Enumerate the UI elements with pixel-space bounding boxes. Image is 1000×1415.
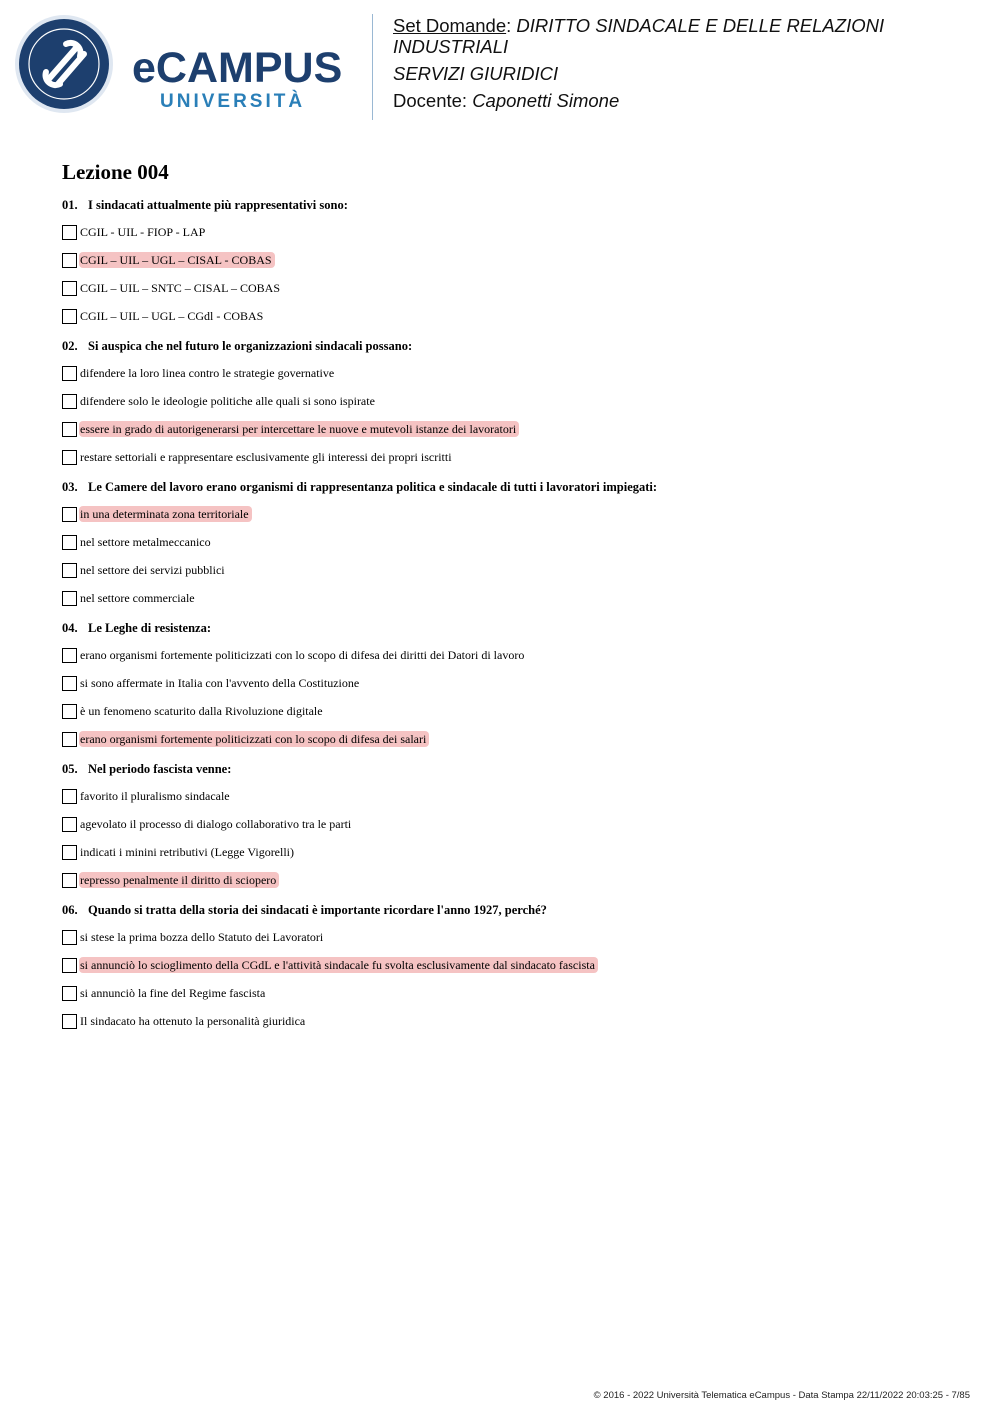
answer-text: agevolato il processo di dialogo collaborativo tra le parti: [80, 817, 352, 831]
answer-option[interactable]: [62, 984, 962, 1002]
teacher-label: Docente:: [393, 90, 468, 111]
question-label: Nel periodo fascista venne:: [88, 762, 232, 776]
question-text: [62, 620, 962, 636]
question-number: 02.: [62, 339, 78, 353]
answer-option-correct[interactable]: [62, 871, 962, 889]
answer-checkbox[interactable]: [62, 422, 77, 437]
question-number: 03.: [62, 480, 78, 494]
answer-text: difendere solo le ideologie politiche alle quali si sono ispirate: [80, 394, 375, 408]
answer-checkbox[interactable]: [62, 704, 77, 719]
answer-text: nel settore commerciale: [80, 591, 195, 605]
answer-checkbox[interactable]: [62, 591, 77, 606]
answer-option[interactable]: [62, 392, 962, 410]
teacher-name: Caponetti Simone: [472, 90, 620, 111]
brand-sub: UNIVERSITÀ: [160, 91, 306, 112]
question-number: 04.: [62, 621, 78, 635]
answer-checkbox[interactable]: [62, 986, 77, 1001]
answer-text: favorito il pluralismo sindacale: [80, 789, 230, 803]
question-number: 05.: [62, 762, 78, 776]
question-text: [62, 761, 962, 777]
answer-option[interactable]: [62, 815, 962, 833]
answer-checkbox[interactable]: [62, 563, 77, 578]
answer-checkbox[interactable]: [62, 281, 77, 296]
answer-option[interactable]: [62, 1012, 962, 1030]
question-text: [62, 338, 962, 354]
lesson-title: Lezione 004: [62, 160, 169, 184]
answer-checkbox[interactable]: [62, 309, 77, 324]
answer-text: in una determinata zona territoriale: [79, 506, 252, 522]
answer-option[interactable]: [62, 448, 962, 466]
answer-checkbox[interactable]: [62, 253, 77, 268]
answer-checkbox[interactable]: [62, 930, 77, 945]
answer-text: represso penalmente il diritto di sciopero: [79, 872, 279, 888]
answer-checkbox[interactable]: [62, 676, 77, 691]
question-text: [62, 197, 962, 213]
answer-option[interactable]: [62, 843, 962, 861]
question-text: [62, 902, 962, 918]
question-list: [62, 197, 962, 1043]
answer-option[interactable]: [62, 787, 962, 805]
set-label: Set Domande: [393, 15, 507, 36]
answer-checkbox[interactable]: [62, 873, 77, 888]
answer-text: si stese la prima bozza dello Statuto dei Lavoratori: [80, 930, 324, 944]
answer-option-correct[interactable]: [62, 251, 962, 269]
answer-text: CGIL – UIL – UGL – CISAL - COBAS: [79, 252, 275, 268]
answer-option[interactable]: [62, 928, 962, 946]
question-06: [62, 902, 962, 1030]
question-label: Si auspica che nel futuro le organizzazioni sindacali possano:: [88, 339, 413, 353]
header-info: [393, 15, 983, 111]
answer-text: nel settore metalmeccanico: [80, 535, 211, 549]
answer-option[interactable]: [62, 279, 962, 297]
teacher-line: [393, 90, 983, 111]
answer-checkbox[interactable]: [62, 394, 77, 409]
answer-option[interactable]: [62, 674, 962, 692]
answer-text: restare settoriali e rappresentare esclusivamente gli interessi dei propri iscritti: [80, 450, 452, 464]
answer-checkbox[interactable]: [62, 648, 77, 663]
answer-text: si annunciò la fine del Regime fascista: [80, 986, 266, 1000]
answer-text: nel settore dei servizi pubblici: [80, 563, 225, 577]
answer-text: si annunciò lo scioglimento della CGdL e l'attività sindacale fu svolta esclusivamente dal sindacato fascista: [79, 957, 598, 973]
question-label: Le Camere del lavoro erano organismi di rappresentanza politica e sindacale di tutti i lavoratori impiegati:: [88, 480, 658, 494]
answer-option[interactable]: [62, 533, 962, 551]
set-title-line: [393, 15, 983, 57]
answer-checkbox[interactable]: [62, 845, 77, 860]
question-label: I sindacati attualmente più rappresentativi sono:: [88, 198, 348, 212]
question-number: 01.: [62, 198, 78, 212]
answer-text: erano organismi fortemente politicizzati con lo scopo di difesa dei salari: [79, 731, 429, 747]
answer-checkbox[interactable]: [62, 535, 77, 550]
question-text: [62, 479, 962, 495]
answer-option-correct[interactable]: [62, 420, 962, 438]
answer-option-correct[interactable]: [62, 956, 962, 974]
answer-text: è un fenomeno scaturito dalla Rivoluzione digitale: [80, 704, 323, 718]
answer-text: essere in grado di autorigenerarsi per intercettare le nuove e mutevoli istanze dei lavoratori: [79, 421, 519, 437]
answer-text: difendere la loro linea contro le strategie governative: [80, 366, 335, 380]
answer-checkbox[interactable]: [62, 366, 77, 381]
answer-option-correct[interactable]: [62, 505, 962, 523]
answer-option[interactable]: [62, 561, 962, 579]
answer-option-correct[interactable]: [62, 730, 962, 748]
page-footer: © 2016 - 2022 Università Telematica eCampus - Data Stampa 22/11/2022 20:03:25 - 7/85: [593, 1390, 970, 1401]
answer-checkbox[interactable]: [62, 817, 77, 832]
answer-text: CGIL - UIL - FIOP - LAP: [80, 225, 206, 239]
answer-text: si sono affermate in Italia con l'avvento della Costituzione: [80, 676, 360, 690]
course-title: DIRITTO SINDACALE E DELLE RELAZIONI INDUSTRIALI: [393, 15, 885, 57]
brand-name: eCAMPUS: [132, 44, 343, 92]
answer-option[interactable]: [62, 702, 962, 720]
question-label: Quando si tratta della storia dei sindacati è importante ricordare l'anno 1927, perché?: [88, 903, 547, 917]
answer-option[interactable]: [62, 589, 962, 607]
question-03: [62, 479, 962, 607]
answer-checkbox[interactable]: [62, 789, 77, 804]
answer-option[interactable]: [62, 307, 962, 325]
answer-text: CGIL – UIL – UGL – CGdl - COBAS: [80, 309, 264, 323]
answer-checkbox[interactable]: [62, 1014, 77, 1029]
answer-text: Il sindacato ha ottenuto la personalità giuridica: [80, 1014, 306, 1028]
answer-checkbox[interactable]: [62, 225, 77, 240]
set-separator: :: [506, 15, 512, 36]
answer-text: indicati i minini retributivi (Legge Vigorelli): [80, 845, 295, 859]
answer-checkbox[interactable]: [62, 450, 77, 465]
header-divider: [372, 14, 373, 120]
question-02: [62, 338, 962, 466]
question-label: Le Leghe di resistenza:: [88, 621, 212, 635]
question-number: 06.: [62, 903, 78, 917]
answer-option[interactable]: [62, 646, 962, 664]
ecampus-logo: [14, 14, 359, 114]
answer-option[interactable]: [62, 364, 962, 382]
answer-checkbox[interactable]: [62, 732, 77, 747]
question-01: [62, 197, 962, 325]
department: SERVIZI GIURIDICI: [393, 63, 559, 84]
answer-option[interactable]: [62, 223, 962, 241]
answer-checkbox[interactable]: [62, 958, 77, 973]
question-04: [62, 620, 962, 748]
question-05: [62, 761, 962, 889]
answer-checkbox[interactable]: [62, 507, 77, 522]
answer-text: erano organismi fortemente politicizzati con lo scopo di difesa dei diritti dei Datori di lavoro: [80, 648, 525, 662]
answer-text: CGIL – UIL – SNTC – CISAL – COBAS: [80, 281, 281, 295]
